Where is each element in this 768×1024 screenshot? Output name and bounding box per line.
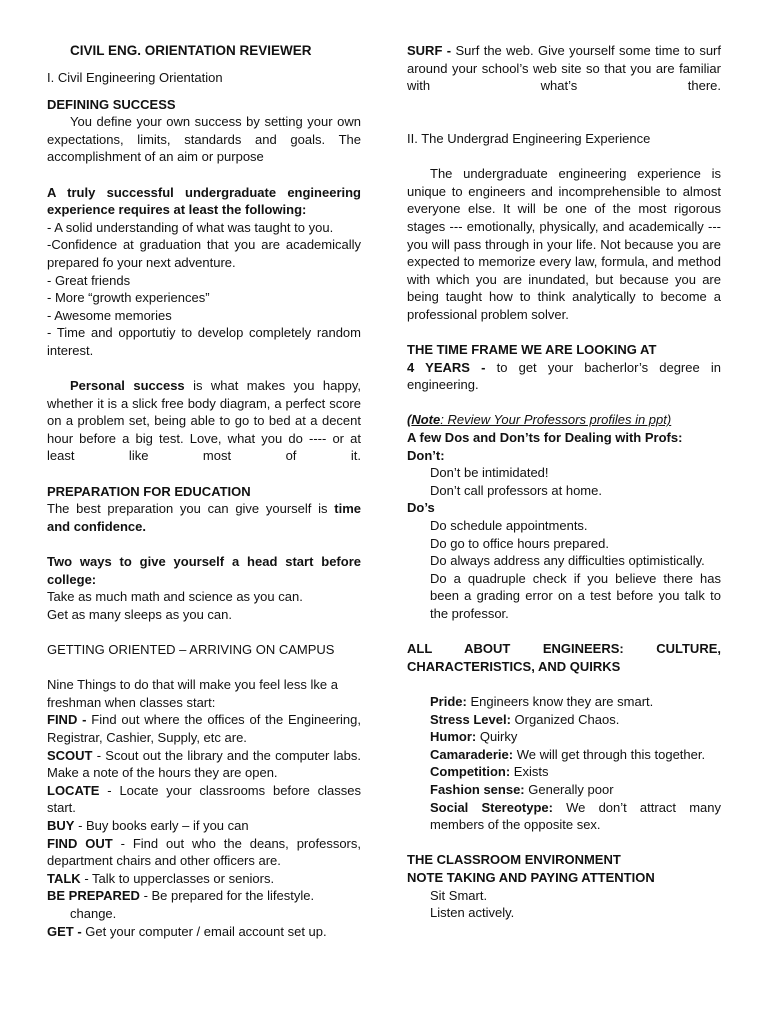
engineers-heading: ALL ABOUT ENGINEERS: CULTURE, CHARACTERISTICS, AND QUIRKS (407, 641, 721, 674)
item-term: BUY (47, 817, 75, 833)
list-item: - Time and opportutiy to develop completely random interest. (47, 325, 361, 358)
item-text: Get your computer / email account set up. (81, 923, 327, 939)
undergrad-body: The undergraduate engineering experience is unique to engineers and incomprehensible to almost everyone else. It will be one of the most rigorous stages --- emotionally, physically, and academically --- you will pass through in your life. Not because you are expected to memorize every law, formula, and method with which you are inundated, but because you are being taught how to think analytically to become a professional problem solver. (407, 166, 721, 322)
item-text: Quirky (476, 729, 518, 745)
item-text: - Talk to upperclasses or seniors. (80, 870, 275, 886)
item-text: We don’t attract many members of the opposite sex. (430, 799, 721, 833)
note-text: : Review Your Professors profiles in ppt) (440, 412, 672, 428)
list-item (47, 887, 361, 905)
item-term: FIND OUT (47, 835, 113, 851)
list-item: Do a quadruple check if you believe there has been a grading error on a test before you talk to the professor. (430, 570, 721, 621)
right-column (407, 42, 721, 922)
list-item: Do schedule appointments. (430, 518, 588, 534)
item-term: Humor: (430, 729, 477, 745)
item-term: Pride: (430, 693, 467, 709)
item-text: Generally poor (524, 781, 614, 797)
surf-paragraph (407, 42, 721, 95)
list-item (407, 711, 721, 729)
preparation-body (47, 500, 361, 535)
item-term: Social Stereotype: (430, 799, 553, 815)
note-label: Note (411, 412, 441, 428)
list-item (407, 728, 721, 746)
defining-success-heading: DEFINING SUCCESS (47, 96, 176, 112)
item-term: BE PREPARED (47, 888, 140, 904)
item-text: - Be prepared for the lifestyle. (139, 888, 315, 904)
item-text: Find out where the offices of the Engineering, Registrar, Cashier, Supply, etc are. (47, 712, 361, 745)
time-frame-heading: THE TIME FRAME WE ARE LOOKING AT (407, 342, 657, 358)
item-term: TALK (47, 870, 81, 886)
list-item (407, 763, 721, 781)
item-text: We will get through this together. (513, 746, 706, 762)
item-term: SCOUT (47, 747, 93, 763)
surf-text: Surf the web. Give yourself some time to surf around your school’s web site so that you are familiar with what’s there. (407, 43, 721, 94)
item-term: GET - (47, 923, 82, 939)
list-item (47, 923, 361, 941)
time-frame-body (407, 359, 721, 394)
list-item: -Confidence at graduation that you are academically prepared fo your next adventure. (47, 237, 361, 270)
preparation-text: The best preparation you can give yourself is (47, 501, 335, 517)
list-item (47, 711, 361, 746)
list-item (47, 782, 361, 817)
list-item (407, 799, 721, 834)
head-start-heading: Two ways to give yourself a head start before college: (47, 554, 361, 587)
personal-success-body: is what makes you happy, whether it is a slick free body diagram, a perfect score on a problem set, being able to go to bed at a decent hour before a big test. Love, what you do ---- or at least like most of it. (47, 378, 361, 464)
list-item-continuation: change. (70, 905, 117, 921)
list-item (47, 817, 361, 835)
item-term: FIND - (47, 712, 87, 728)
item-term: Fashion sense: (430, 781, 525, 797)
item-text: Organized Chaos. (510, 711, 620, 727)
note-open: ( (407, 412, 412, 428)
list-item: Do always address any difficulties optimistically. (430, 553, 705, 569)
list-item: Don’t be intimidated! (430, 465, 549, 481)
preparation-bold: time and confidence. (47, 501, 361, 534)
item-term: Competition: (430, 764, 511, 780)
left-column (47, 42, 361, 940)
list-item (47, 835, 361, 870)
item-text: Exists (510, 764, 549, 780)
do-label: Do’s (407, 500, 435, 516)
list-item: Don’t call professors at home. (430, 482, 602, 498)
list-item: - Awesome memories (47, 307, 172, 323)
getting-oriented-heading: GETTING ORIENTED – ARRIVING ON CAMPUS (47, 642, 335, 657)
list-item: Take as much math and science as you can. (47, 589, 303, 605)
list-item: Do go to office hours prepared. (430, 535, 609, 551)
nine-things-intro: Nine Things to do that will make you feel less lke a freshman when classes start: (47, 677, 338, 710)
dos-donts-heading: A few Dos and Don’ts for Dealing with Profs: (407, 430, 683, 446)
time-frame-term: 4 YEARS - (407, 359, 486, 375)
defining-success-body: You define your own success by setting your own expectations, limits, standards and goals. The accomplishment of an aim or purpose (47, 114, 361, 165)
time-frame-text: to get your bacherlor’s degree in engineering. (407, 359, 721, 393)
list-item: Listen actively. (430, 905, 515, 921)
list-item: - More “growth experiences” (47, 290, 210, 306)
dont-label: Don’t: (407, 447, 445, 463)
list-item (407, 781, 721, 799)
personal-success-paragraph (47, 377, 361, 465)
surf-term: SURF - (407, 43, 452, 58)
item-term: Camaraderie: (430, 746, 514, 762)
classroom-heading: THE CLASSROOM ENVIRONMENT (407, 852, 621, 868)
truly-successful-heading: A truly successful undergraduate engineering experience requires at least the following: (47, 184, 361, 218)
preparation-heading: PREPARATION FOR EDUCATION (47, 483, 251, 499)
section-heading-2: II. The Undergrad Engineering Experience (407, 130, 651, 146)
list-item (47, 747, 361, 782)
item-text: - Scout out the library and the computer labs. Make a note of the hours they are open. (47, 747, 361, 781)
item-text: - Locate your classrooms before classes start. (47, 782, 361, 816)
list-item: - Great friends (47, 272, 131, 288)
item-text: - Buy books early – if you can (74, 817, 249, 833)
note-line (407, 411, 721, 429)
item-text: Engineers know they are smart. (466, 693, 654, 709)
list-item (407, 693, 721, 711)
note-taking-heading: NOTE TAKING AND PAYING ATTENTION (407, 869, 655, 885)
list-item (407, 746, 721, 764)
list-item: - A solid understanding of what was taught to you. (47, 219, 334, 235)
list-item (47, 870, 361, 888)
list-item: Sit Smart. (430, 887, 488, 903)
item-term: LOCATE (47, 782, 100, 798)
item-term: Stress Level: (430, 711, 511, 727)
item-text: - Find out who the deans, professors, department chairs and other officers are. (47, 835, 361, 869)
document-title: CIVIL ENG. ORIENTATION REVIEWER (70, 43, 312, 58)
personal-success-term: Personal success (70, 378, 185, 394)
section-heading-1: I. Civil Engineering Orientation (47, 70, 223, 85)
list-item: Get as many sleeps as you can. (47, 606, 232, 622)
